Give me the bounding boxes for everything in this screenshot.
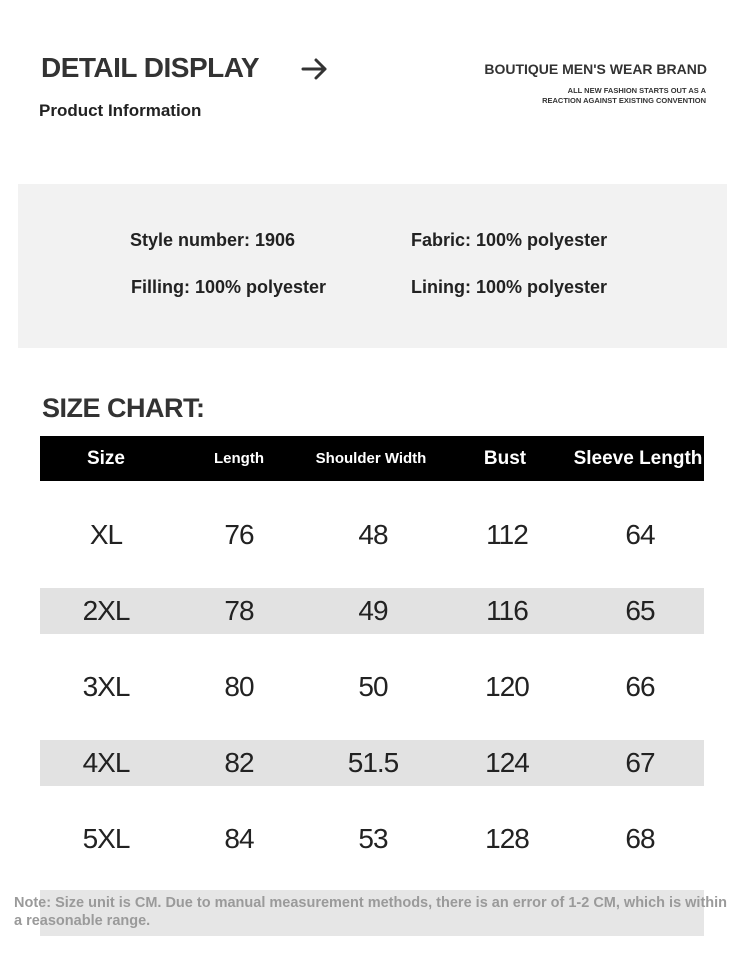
page-subtitle: Product Information xyxy=(39,101,202,120)
table-cell: 80 xyxy=(224,671,254,702)
table-cell: XL xyxy=(89,519,123,550)
table-row xyxy=(40,664,704,710)
column-header-size: Size xyxy=(86,448,126,469)
table-cell: 67 xyxy=(625,747,655,778)
table-cell: 53 xyxy=(358,823,388,854)
fabric-info: Fabric: 100% polyester xyxy=(411,230,608,250)
table-cell: 84 xyxy=(224,823,254,854)
table-cell: 4XL xyxy=(82,747,130,778)
table-cell: 65 xyxy=(625,595,655,626)
table-cell: 124 xyxy=(485,747,529,778)
table-cell: 66 xyxy=(625,671,655,702)
table-row xyxy=(40,512,704,558)
table-cell: 51.5 xyxy=(347,747,399,778)
lining-info: Lining: 100% polyester xyxy=(411,277,608,297)
table-row xyxy=(40,740,704,786)
product-info-panel xyxy=(18,184,727,348)
table-cell: 116 xyxy=(486,595,528,626)
column-header-length: Length xyxy=(214,450,264,467)
table-cell: 128 xyxy=(485,823,529,854)
filling-info: Filling: 100% polyester xyxy=(131,277,327,297)
tagline-line-1: ALL NEW FASHION STARTS OUT AS A xyxy=(567,86,706,95)
size-chart-title: SIZE CHART: xyxy=(42,393,205,423)
table-cell: 64 xyxy=(625,519,655,550)
size-table-header xyxy=(40,436,704,481)
table-cell: 82 xyxy=(224,747,254,778)
table-row xyxy=(40,588,704,634)
table-cell: 3XL xyxy=(82,671,130,702)
column-header-sleeve-length: Sleeve Length xyxy=(573,448,703,469)
brand-tagline xyxy=(486,86,706,106)
table-cell: 76 xyxy=(224,519,254,550)
tagline-line-2: REACTION AGAINST EXISTING CONVENTION xyxy=(542,96,706,105)
table-cell: 48 xyxy=(358,519,388,550)
table-row xyxy=(40,816,704,862)
page-title: DETAIL DISPLAY xyxy=(41,52,260,83)
column-header-shoulder-width: Shoulder Width xyxy=(315,450,427,467)
brand-name: BOUTIQUE MEN'S WEAR BRAND xyxy=(484,61,707,77)
table-cell: 112 xyxy=(486,519,528,550)
table-cell: 78 xyxy=(224,595,254,626)
table-cell: 120 xyxy=(485,671,529,702)
measurement-note: Note: Size unit is CM. Due to manual measurement methods, there is an error of 1-2 CM, which is within a reasonable range. xyxy=(14,895,728,929)
arrow-right-icon xyxy=(300,57,330,81)
table-cell: 49 xyxy=(358,595,388,626)
style-number: Style number: 1906 xyxy=(130,230,296,250)
table-cell: 5XL xyxy=(82,823,130,854)
table-cell: 2XL xyxy=(82,595,130,626)
column-header-bust: Bust xyxy=(483,448,527,469)
table-cell: 50 xyxy=(358,671,388,702)
table-cell: 68 xyxy=(625,823,655,854)
